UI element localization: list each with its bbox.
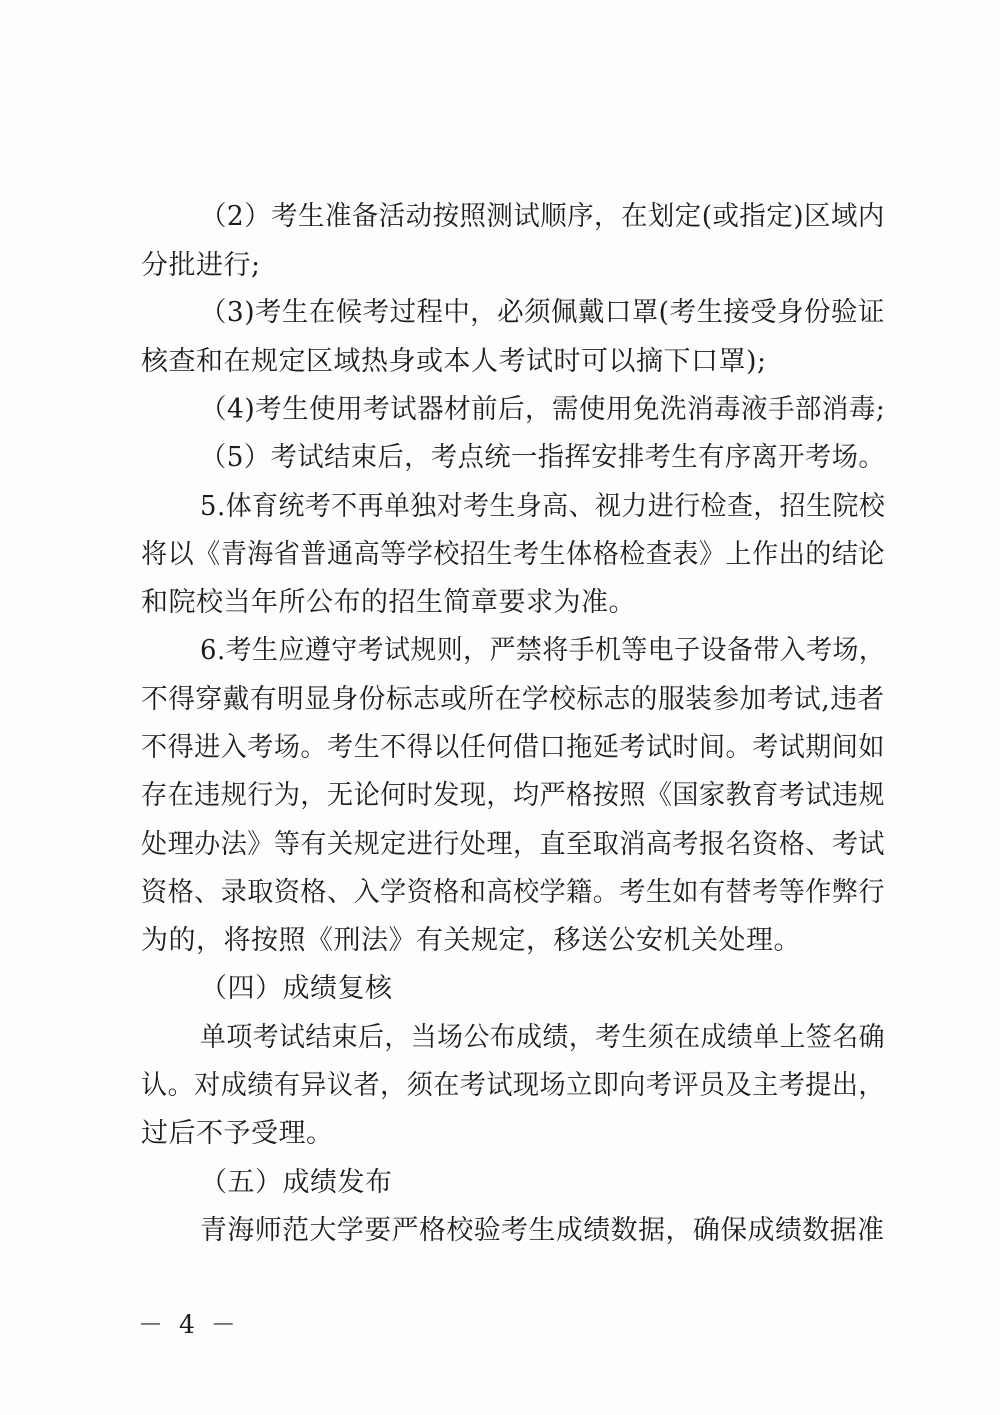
paragraph-line: 单项考试结束后，当场公布成绩，考生须在成绩单上签名确	[200, 1022, 885, 1053]
paragraph-line: 5.体育统考不再单独对考生身高、视力进行检查，招生院校	[200, 491, 886, 522]
paragraph-line: 和院校当年所公布的招生简章要求为准。	[141, 587, 636, 618]
paragraph-line: 将以《青海省普通高等学校招生考生体格检查表》上作出的结论	[141, 539, 885, 570]
paragraph-line: 不得穿戴有明显身份标志或所在学校标志的服装参加考试,违者	[141, 684, 885, 715]
paragraph-line: 过后不予受理。	[141, 1118, 334, 1149]
paragraph-line: 不得进入考场。考生不得以任何借口拖延考试时间。考试期间如	[141, 732, 885, 763]
paragraph-line: （4)考生使用考试器材前后，需使用免洗消毒液手部消毒;	[200, 394, 886, 425]
paragraph-line: 为的，将按照《刑法》有关规定，移送公安机关处理。	[141, 925, 801, 956]
paragraph-line: （5）考试结束后，考点统一指挥安排考生有序离开考场。	[200, 442, 886, 473]
section-heading: （四）成绩复核	[200, 973, 393, 1004]
section-heading: （五）成绩发布	[200, 1167, 393, 1198]
paragraph-line: 存在违规行为，无论何时发现，均严格按照《国家教育考试违规	[141, 780, 885, 811]
paragraph-line: 资格、录取资格、入学资格和高校学籍。考生如有替考等作弊行	[141, 877, 885, 908]
page-number: － 4 －	[138, 1310, 240, 1339]
paragraph-line: 核查和在规定区域热身或本人考试时可以摘下口罩);	[141, 346, 767, 377]
paragraph-line: 分批进行;	[141, 250, 261, 281]
paragraph-line: （3)考生在候考过程中，必须佩戴口罩(考生接受身份验证	[200, 297, 885, 328]
paragraph-line: 6.考生应遵守考试规则，严禁将手机等电子设备带入考场，	[200, 635, 886, 666]
paragraph-line: 青海师范大学要严格校验考生成绩数据，确保成绩数据准	[200, 1215, 885, 1246]
paragraph-line: （2）考生准备活动按照测试顺序，在划定(或指定)区域内	[200, 201, 885, 232]
paragraph-line: 认。对成绩有异议者，须在考试现场立即向考评员及主考提出，	[141, 1070, 885, 1101]
paragraph-line: 处理办法》等有关规定进行处理，直至取消高考报名资格、考试	[141, 829, 885, 860]
